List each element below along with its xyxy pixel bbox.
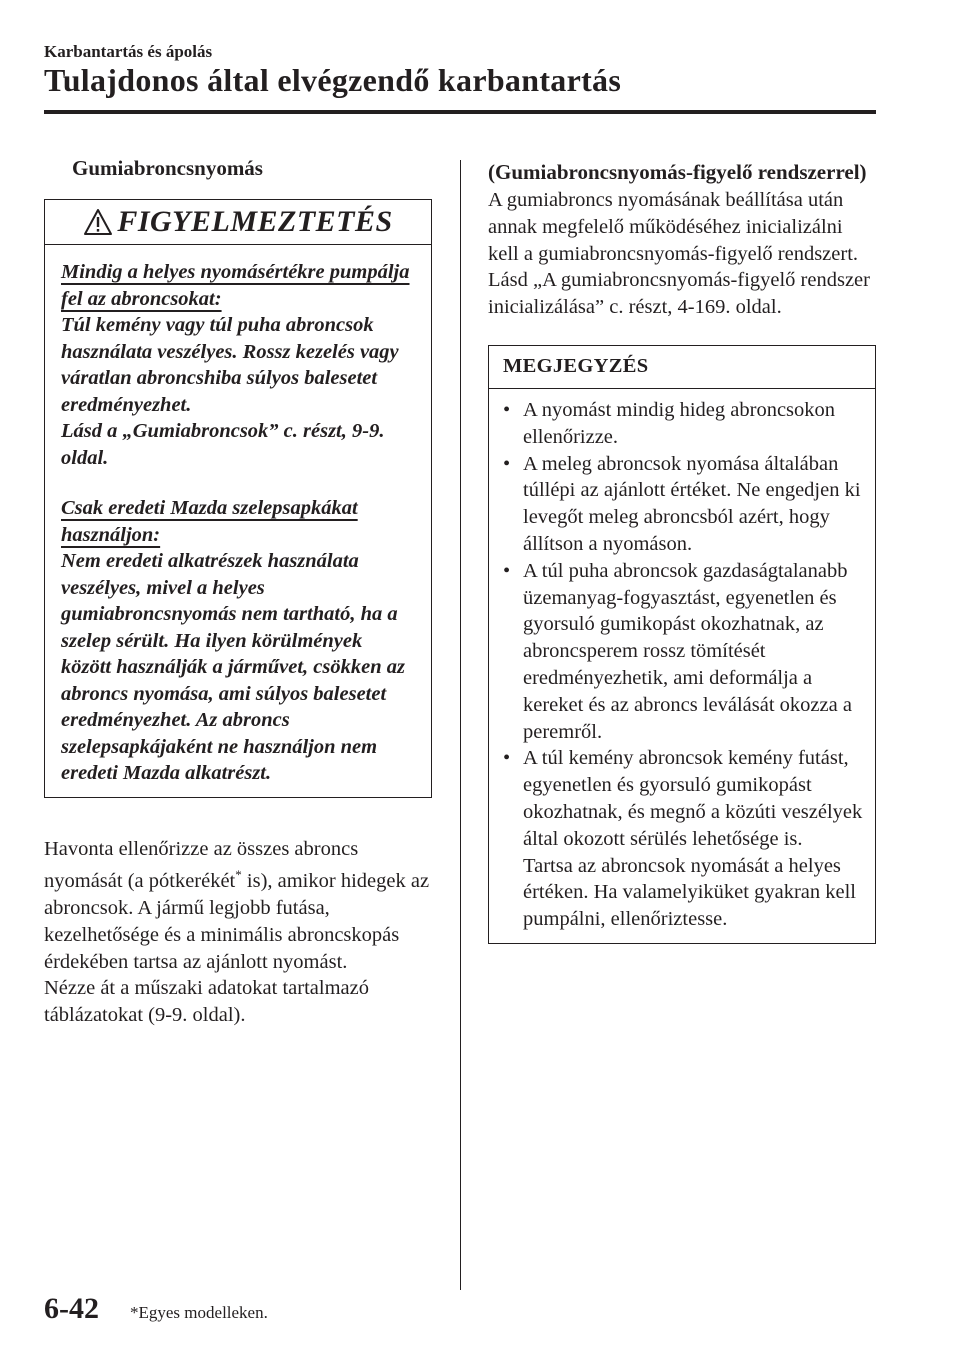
subheading-tire-pressure: Gumiabroncsnyomás <box>72 156 263 180</box>
footnote: *Egyes modelleken. <box>130 1303 268 1322</box>
note-item-text: A túl kemény abroncsok kemény futást, egyenetlen és gyorsuló gumikopást okozhatnak, és megnő a közúti veszélyek által okozott sérülés lehetősége is. Tartsa az abroncsok nyomását a helyes értéken. Ha valamelyiküket gyakran kell pumpálni, ellenőriztesse. <box>523 747 863 931</box>
note-box <box>488 345 876 944</box>
tpms-heading: (Gumiabroncsnyomás-figyelő rendszerrel) <box>488 160 867 184</box>
left-column <box>44 156 432 1029</box>
note-item-text: A nyomást mindig hideg abroncsokon ellenőrizze. <box>523 398 836 448</box>
column-divider <box>460 160 461 1290</box>
note-item <box>503 745 863 933</box>
section-label: Karbantartás és ápolás <box>44 42 213 61</box>
warning-title: FIGYELMEZTETÉS <box>117 205 393 238</box>
footnote-marker: * <box>235 867 242 883</box>
note-item <box>503 397 863 451</box>
warning-text-pressure: Túl kemény vagy túl puha abroncsok használata veszélyes. Rossz kezelés vagy váratlan abroncshiba súlyos balesetet eredményezhet. <box>61 314 399 416</box>
note-item <box>503 451 863 558</box>
warning-subhead-valve-caps: Csak eredeti Mazda szelepsapkákat használjon: <box>61 497 358 546</box>
note-body <box>489 389 875 943</box>
title-rule <box>44 110 876 114</box>
bullet: • <box>503 452 511 475</box>
warning-box <box>44 199 432 798</box>
right-column <box>488 158 876 944</box>
tpms-paragraph: A gumiabroncs nyomásának beállítása után annak megfelelő működéséhez inicializálni kell a gumiabroncsnyomás-figyelő rendszert. Lásd „A gumiabroncsnyomás-figyelő rendszer inicializálása” c. részt, 4-169. oldal. <box>488 189 870 319</box>
warning-body <box>45 245 431 797</box>
monthly-check-paragraph: Havonta ellenőrizze az összes abroncs nyomását (a pótkerékét* is), amikor hidegek az abroncsok. A jármű legjobb futása, kezelhetősége és a minimális abroncskopás érdekében tartsa az ajánlott nyomást. <box>44 837 430 973</box>
note-item-text: A túl puha abroncsok gazdaságtalanabb üzemanyag-fogyasztást, egyenetlen és gyorsuló gumikopást okozhatnak, az abroncsperem rossz tömítését eredményezhetik, ami deformálja a kereket és az abroncs leválását okozza a peremről. <box>523 559 852 743</box>
warning-subhead-pressure: Mindig a helyes nyomásértékre pumpálja fel az abroncsokat: <box>61 261 410 310</box>
bullet: • <box>503 559 511 582</box>
spec-table-paragraph: Nézze át a műszaki adatokat tartalmazó táblázatokat (9-9. oldal). <box>44 977 369 1027</box>
note-title: MEGJEGYZÉS <box>489 346 875 389</box>
note-item-extra: Tartsa az abroncsok nyomását a helyes értéken. Ha valamelyiküket gyakran kell pumpálni, ellenőriztesse. <box>523 854 856 931</box>
warning-text-valve-caps: Nem eredeti alkatrészek használata veszélyes, mivel a helyes gumiabroncsnyomás nem tartható, ha a szelep sérült. Ha ilyen körülmények között használják a járművet, csökken az abroncs nyomása, ami súlyos balesetet eredményezhet. Az abroncs szelepsapkájaként ne használjon nem eredeti Mazda alkatrészt. <box>61 550 405 784</box>
note-item <box>503 558 863 746</box>
bullet: • <box>503 398 511 421</box>
warning-header <box>45 200 431 245</box>
page-number: 6-42 <box>44 1292 99 1325</box>
warning-reference: Lásd a „Gumiabroncsok” c. részt, 9-9. oldal. <box>61 420 385 469</box>
warning-triangle-icon <box>83 208 113 236</box>
page-title: Tulajdonos által elvégzendő karbantartás <box>44 62 622 98</box>
note-item-text: A meleg abroncsok nyomása általában túllépi az ajánlott értéket. Ne engedjen ki levegőt meleg abroncsból azért, hogy állítson a nyomáson. <box>523 452 861 555</box>
bullet: • <box>503 747 511 770</box>
